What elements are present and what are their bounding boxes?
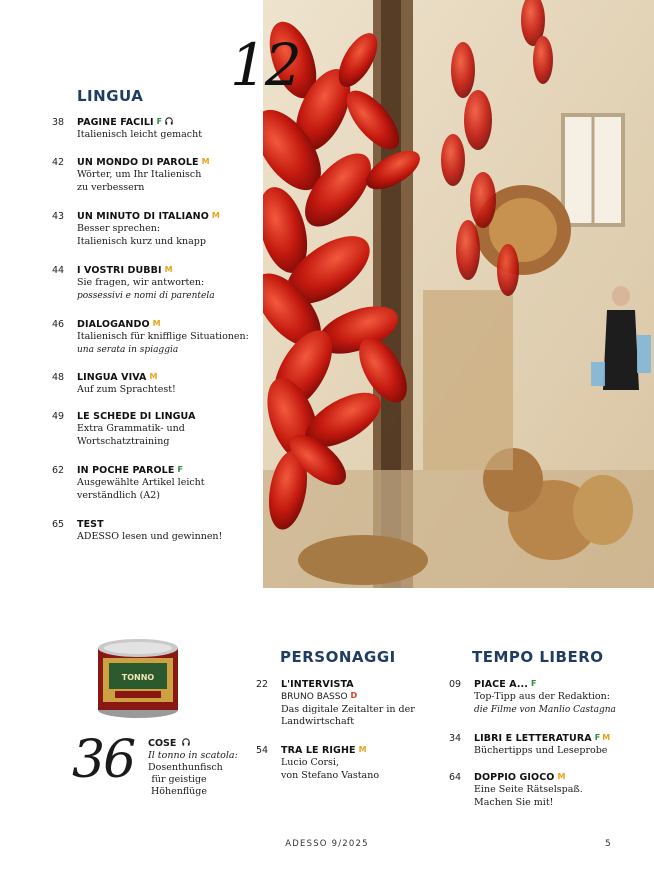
headphones-icon bbox=[165, 117, 173, 125]
page-number: 44 bbox=[52, 265, 65, 276]
entry-description-line: Das digitale Zeitalter in der bbox=[281, 703, 415, 715]
entry-title: UN MONDO DI PAROLE bbox=[77, 157, 199, 168]
entry-italic-line: die Filme von Manlio Castagna bbox=[474, 704, 616, 715]
entry-description-line: Landwirtschaft bbox=[281, 716, 355, 727]
entry-body bbox=[77, 372, 262, 397]
cose-description-line: Höhenflüge bbox=[150, 786, 208, 797]
cose-page-number: 36 bbox=[72, 730, 135, 790]
entry-italic-line: possessivi e nomi di parentela bbox=[77, 290, 215, 301]
cose-title: COSE bbox=[148, 738, 177, 749]
page-number: 62 bbox=[52, 465, 65, 476]
page-number: 42 bbox=[52, 157, 65, 168]
page-number: 38 bbox=[52, 117, 65, 128]
headphones-icon bbox=[182, 738, 190, 746]
entry-title-row bbox=[474, 679, 649, 691]
entry-title: LIBRI E LETTERATURA bbox=[474, 733, 592, 744]
entry-description-line: zu verbessern bbox=[77, 181, 145, 193]
entry-title-row bbox=[77, 519, 262, 531]
entry-body bbox=[474, 679, 649, 716]
entry-title: DOPPIO GIOCO bbox=[474, 772, 555, 783]
entry-description-line: Sie fragen, wir antworten: bbox=[77, 277, 205, 288]
level-badge-m: M bbox=[557, 772, 566, 781]
entry-description-line: Italienisch für knifflige Situationen: bbox=[77, 331, 249, 342]
entry-title: TEST bbox=[77, 519, 104, 530]
entry-italic-line: una serata in spiaggia bbox=[77, 344, 179, 355]
section-title-tempo-libero: TEMPO LIBERO bbox=[472, 648, 604, 666]
entry-body bbox=[474, 733, 649, 758]
issue-section-number: 12 bbox=[230, 31, 300, 99]
entry-title-row bbox=[77, 372, 262, 384]
entry-description-line: Lucio Corsi, bbox=[281, 757, 339, 768]
entry-body bbox=[281, 679, 436, 729]
page-number: 49 bbox=[52, 411, 65, 422]
entry-body bbox=[77, 265, 262, 302]
entry-body bbox=[77, 319, 262, 356]
entry-subtitle-row bbox=[281, 691, 436, 704]
entry-description-line: verständlich (A2) bbox=[77, 489, 160, 501]
level-badge-m: M bbox=[358, 745, 367, 754]
entry-title: I VOSTRI DUBBI bbox=[77, 265, 162, 276]
entry-title: LE SCHEDE DI LINGUA bbox=[77, 411, 196, 422]
level-badge-m: M bbox=[201, 157, 210, 166]
entry-description-line: Extra Grammatik- und bbox=[77, 423, 185, 434]
level-badge-m: M bbox=[149, 372, 158, 381]
entry-body bbox=[77, 465, 262, 502]
entry-description-line: Italienisch leicht gemacht bbox=[77, 129, 203, 140]
entry-description-line: von Stefano Vastano bbox=[281, 769, 380, 781]
entry-title: PAGINE FACILI bbox=[77, 117, 154, 128]
entry-title-row bbox=[474, 772, 649, 784]
entry-body bbox=[474, 772, 649, 809]
page-number: 54 bbox=[256, 745, 269, 756]
page-number: 43 bbox=[52, 211, 65, 222]
level-badge-f: F bbox=[594, 733, 601, 742]
entry-title-row bbox=[77, 117, 262, 129]
page-number: 46 bbox=[52, 319, 65, 330]
entry-title-row bbox=[77, 211, 262, 223]
can-label: TONNO bbox=[121, 673, 155, 682]
entry-title: IN POCHE PAROLE bbox=[77, 465, 175, 476]
cose-entry[interactable] bbox=[148, 738, 238, 798]
entry-body bbox=[77, 211, 262, 248]
entry-description-line: Büchertipps und Leseprobe bbox=[474, 745, 608, 756]
level-badge-f: F bbox=[156, 117, 163, 126]
entry-title-row bbox=[77, 411, 262, 423]
entry-title-row bbox=[77, 465, 262, 477]
footer-page-number: 5 bbox=[605, 839, 611, 849]
tuna-can-image bbox=[95, 636, 181, 720]
footer-magazine-issue: ADESSO 9/2025 bbox=[285, 839, 369, 849]
cose-description-line: Dosenthunfisch bbox=[148, 762, 223, 773]
level-badge-d: D bbox=[350, 691, 358, 700]
level-badge-m: M bbox=[164, 265, 173, 274]
page-number: 22 bbox=[256, 679, 269, 690]
level-badge-m: M bbox=[211, 211, 220, 220]
page-number: 64 bbox=[449, 772, 462, 783]
entry-subtitle: BRUNO BASSO bbox=[281, 692, 348, 702]
section-title-lingua: LINGUA bbox=[77, 87, 144, 105]
entry-title-row bbox=[77, 319, 262, 331]
entry-body bbox=[77, 157, 262, 194]
page-number: 48 bbox=[52, 372, 65, 383]
hero-photo bbox=[263, 0, 654, 588]
entry-body bbox=[281, 745, 436, 782]
level-badge-m: M bbox=[602, 733, 611, 742]
entry-title-row bbox=[281, 745, 436, 757]
cose-description-line: für geistige bbox=[151, 774, 207, 785]
entry-description-line: Besser sprechen: bbox=[77, 223, 161, 234]
chili-market-illustration bbox=[263, 0, 654, 588]
entry-description-line: Eine Seite Rätselspaß. bbox=[474, 784, 583, 795]
cose-italic-line: Il tonno in scatola: bbox=[148, 750, 238, 761]
entry-description-line: Machen Sie mit! bbox=[474, 796, 554, 808]
page-number: 65 bbox=[52, 519, 65, 530]
entry-body bbox=[77, 519, 262, 544]
entry-title-row bbox=[281, 679, 436, 691]
section-title-personaggi: PERSONAGGI bbox=[280, 648, 396, 666]
entry-description-line: Wörter, um Ihr Italienisch bbox=[77, 169, 202, 180]
page-number: 09 bbox=[449, 679, 462, 690]
entry-body bbox=[77, 117, 262, 142]
entry-title-row bbox=[77, 157, 262, 169]
entry-description-line: Italienisch kurz und knapp bbox=[77, 235, 206, 247]
entry-title: DIALOGANDO bbox=[77, 319, 150, 330]
entry-description-line: Top-Tipp aus der Redaktion: bbox=[474, 691, 610, 702]
page-number: 34 bbox=[449, 733, 462, 744]
level-badge-f: F bbox=[530, 679, 537, 688]
entry-title: PIACE A... bbox=[474, 679, 528, 690]
entry-title: L'INTERVISTA bbox=[281, 679, 354, 690]
entry-body bbox=[77, 411, 262, 448]
entry-description-line: Wortschatztraining bbox=[77, 435, 170, 447]
entry-description-line: ADESSO lesen und gewinnen! bbox=[77, 531, 223, 542]
entry-description-line: Auf zum Sprachtest! bbox=[77, 384, 176, 395]
entry-title: TRA LE RIGHE bbox=[281, 745, 356, 756]
level-badge-f: F bbox=[177, 465, 184, 474]
entry-title: LINGUA VIVA bbox=[77, 372, 147, 383]
entry-description-line: Ausgewählte Artikel leicht bbox=[77, 477, 205, 488]
entry-title-row bbox=[77, 265, 262, 277]
entry-title-row bbox=[474, 733, 649, 745]
entry-title: UN MINUTO DI ITALIANO bbox=[77, 211, 209, 222]
level-badge-m: M bbox=[152, 319, 161, 328]
